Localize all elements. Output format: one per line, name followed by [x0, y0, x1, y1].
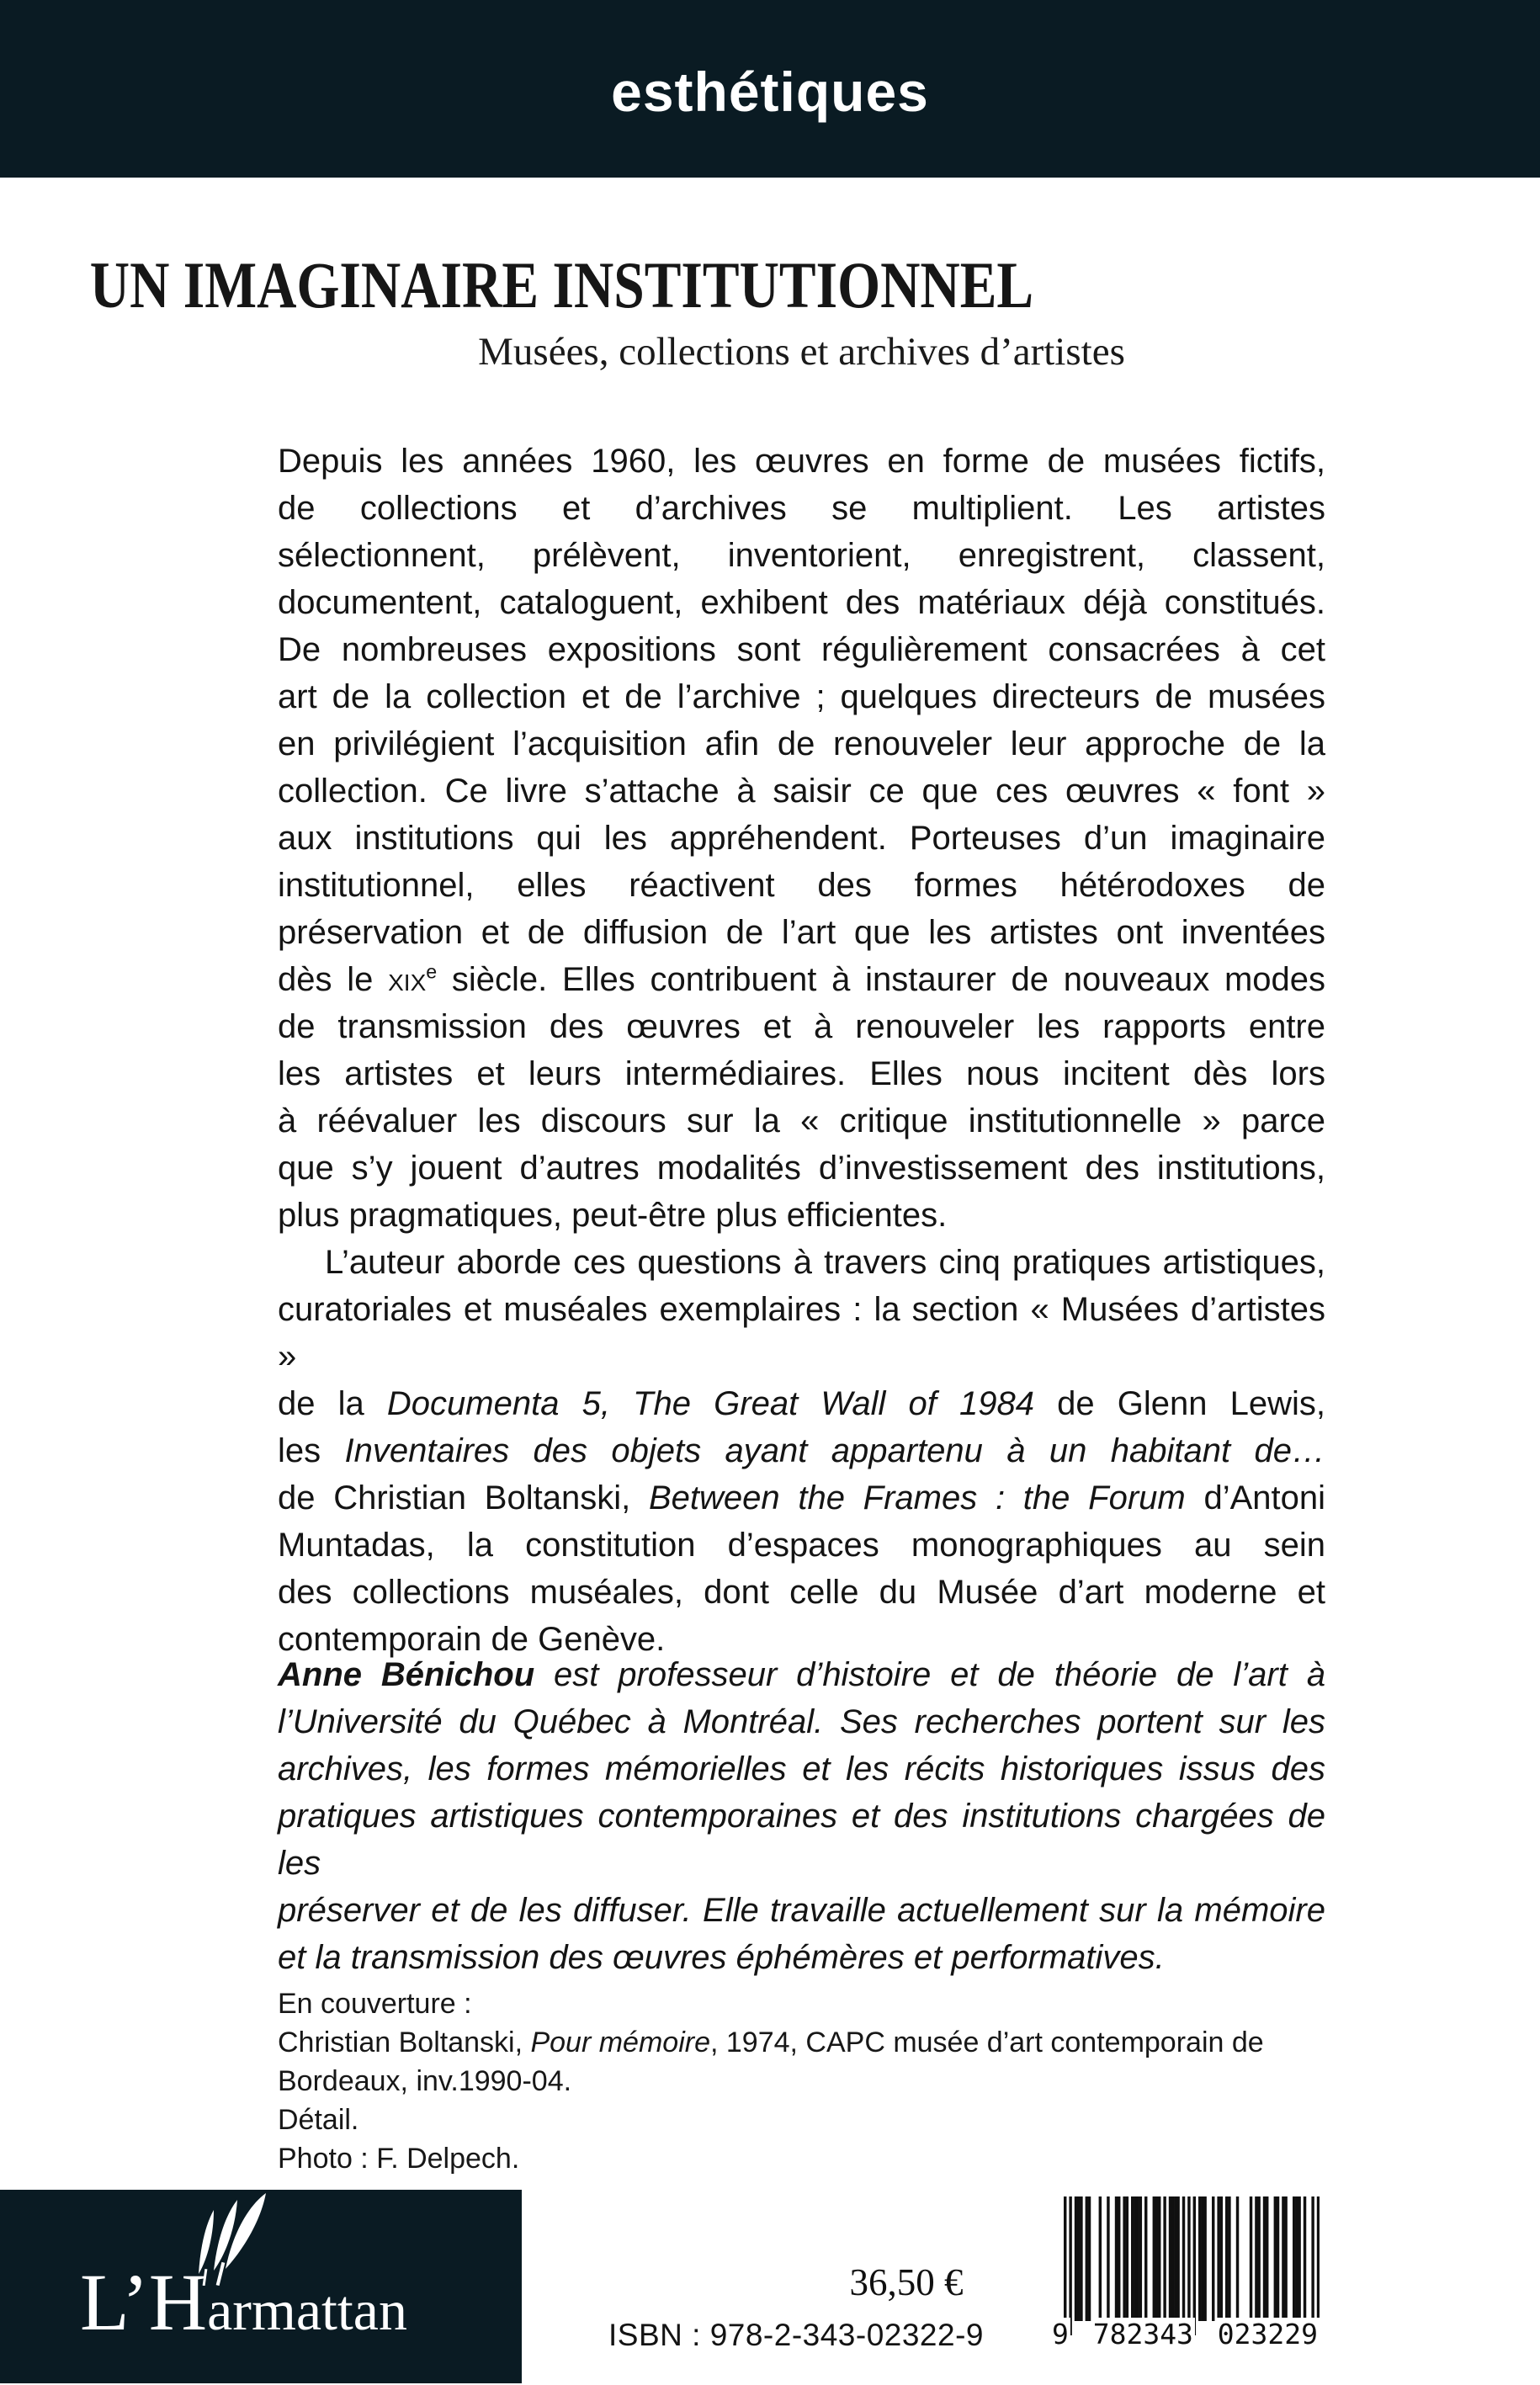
publisher-name-rest: armattan — [207, 2278, 407, 2342]
text-line: les Inventaires des objets ayant appartenu à un habitant de… — [278, 1432, 1325, 1469]
synopsis-paragraph-1 — [278, 438, 1325, 1239]
barcode-digit-group: 9 — [1052, 2318, 1069, 2350]
text-line: Détail. — [278, 2104, 359, 2136]
publisher-name — [80, 2255, 407, 2349]
text-line: que s’y jouent d’autres modalités d’investissement des institutions, — [278, 1150, 1325, 1187]
text-line: préserver et de les diffuser. Elle travaille actuellement sur la mémoire — [278, 1892, 1325, 1929]
text-line: Christian Boltanski, Pour mémoire, 1974, CAPC musée d’art contemporain de — [278, 2026, 1264, 2058]
barcode-digit-group: 782343 — [1092, 2318, 1193, 2350]
book-title: UN IMAGINAIRE INSTITUTIONNEL — [89, 248, 1034, 321]
text-line: à réévaluer les discours sur la « critique institutionnelle » parce — [278, 1102, 1325, 1139]
text-line: les artistes et leurs intermédiaires. Elles nous incitent dès lors — [278, 1055, 1325, 1092]
series-banner — [0, 0, 1540, 178]
text-line: Depuis les années 1960, les œuvres en forme de musées fictifs, — [278, 443, 1325, 480]
text-line: collection. Ce livre s’attache à saisir ce que ces œuvres « font » — [278, 773, 1325, 810]
text-line: de la Documenta 5, The Great Wall of 1984 de Glenn Lewis, — [278, 1385, 1325, 1422]
title-block — [0, 249, 1048, 321]
text-line: L’auteur aborde ces questions à travers cinq pratiques artistiques, — [325, 1244, 1325, 1281]
publisher-name-initials: L’H — [80, 2257, 208, 2347]
series-title: esthétiques — [611, 60, 929, 123]
text-line: des collections muséales, dont celle du Musée d’art moderne et — [278, 1574, 1325, 1611]
text-line: en privilégient l’acquisition afin de renouveler leur approche de la — [278, 725, 1325, 762]
text-line: Muntadas, la constitution d’espaces monographiques au sein — [278, 1527, 1325, 1564]
synopsis-paragraph-2 — [278, 1239, 1325, 1663]
text-line: préservation et de diffusion de l’art que les artistes ont inventées — [278, 914, 1325, 951]
text-line: En couverture : — [278, 1988, 472, 2020]
isbn: ISBN : 978-2-343-02322-9 — [608, 2318, 984, 2352]
text-line: De nombreuses expositions sont régulièrement consacrées à cet — [278, 631, 1325, 668]
text-line: Bordeaux, inv.1990-04. — [278, 2065, 572, 2097]
cover-credit — [278, 1984, 1325, 2178]
barcode — [1050, 2196, 1320, 2361]
barcode-bars — [1050, 2196, 1320, 2338]
text-line: archives, les formes mémorielles et les récits historiques issus des — [278, 1750, 1325, 1787]
text-line: sélectionnent, prélèvent, inventorient, enregistrent, classent, — [278, 537, 1325, 574]
text-line: pratiques artistiques contemporaines et des institutions chargées de les — [278, 1798, 1325, 1882]
text-line: institutionnel, elles réactivent des formes hétérodoxes de — [278, 867, 1325, 904]
price: 36,50 € — [849, 2261, 964, 2303]
text-line: l’Université du Québec à Montréal. Ses recherches portent sur les — [278, 1703, 1325, 1740]
text-line: art de la collection et de l’archive ; quelques directeurs de musées — [278, 678, 1325, 715]
author-bio — [278, 1651, 1325, 1981]
text-line: curatoriales et muséales exemplaires : la section « Musées d’artistes » — [278, 1291, 1325, 1375]
synopsis — [278, 438, 1325, 1663]
text-line: documentent, cataloguent, exhibent des matériaux déjà constitués. — [278, 584, 1325, 621]
text-line: de transmission des œuvres et à renouveler les rapports entre — [278, 1008, 1325, 1045]
text-line: Photo : F. Delpech. — [278, 2143, 520, 2175]
text-line: aux institutions qui les appréhendent. Porteuses d’un imaginaire — [278, 820, 1325, 857]
text-line: de Christian Boltanski, Between the Frames : the Forum d’Antoni — [278, 1479, 1325, 1517]
text-line: contemporain de Genève. — [278, 1621, 666, 1658]
text-line: Anne Bénichou est professeur d’histoire et de théorie de l’art à — [278, 1656, 1326, 1693]
barcode-digit-group: 023229 — [1217, 2318, 1318, 2350]
text-line: dès le xix$^e$ siècle. Elles contribuent à instaurer de nouveaux modes — [278, 960, 1326, 998]
text-line: de collections et d’archives se multiplient. Les artistes — [278, 490, 1325, 527]
barcode-digits — [1050, 2318, 1320, 2351]
text-line: et la transmission des œuvres éphémères et performatives. — [278, 1939, 1165, 1976]
book-subtitle: Musées, collections et archives d’artistes — [478, 330, 1125, 374]
text-line: plus pragmatiques, peut-être plus efficientes. — [278, 1197, 948, 1234]
